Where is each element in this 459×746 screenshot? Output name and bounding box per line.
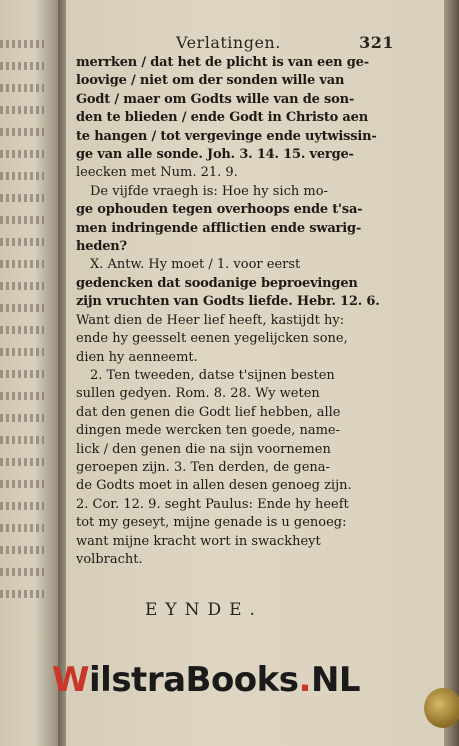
facing-text-line	[0, 392, 44, 400]
facing-text-line	[0, 106, 44, 114]
text-line: ge van alle sonde. Joh. 3. 14. 15. verge-	[76, 147, 354, 163]
running-header	[176, 33, 392, 55]
facing-text-line	[0, 524, 44, 532]
facing-text-line	[0, 304, 44, 312]
facing-text-line	[0, 150, 44, 158]
text-line: lick / den genen die na sijn voornemen	[76, 441, 331, 457]
body-text	[76, 54, 386, 569]
facing-text-line	[0, 172, 44, 180]
facing-text-line	[0, 590, 44, 598]
text-line: 2. Ten tweeden, datse t'sijnen besten	[90, 367, 335, 383]
text-line: merrken / dat het de plicht is van een ge-	[76, 55, 369, 70]
running-title: Verlatingen.	[176, 33, 281, 52]
text-line: De vijfde vraegh is: Hoe hy sich mo-	[90, 183, 328, 199]
text-line: want mijne kracht wort in swackheyt	[76, 533, 321, 549]
text-line: ende hy geesselt eenen yegelijcken sone,	[76, 331, 348, 347]
text-line: sullen gedyen. Rom. 8. 28. Wy weten	[76, 386, 320, 402]
text-line: dien hy aenneemt.	[76, 349, 198, 365]
facing-text-line	[0, 128, 44, 136]
facing-text-line	[0, 238, 44, 246]
facing-text-line	[0, 502, 44, 510]
facing-text-line	[0, 326, 44, 334]
watermark-dot: .	[298, 660, 311, 700]
text-line: tot my geseyt, mijne genade is u genoeg:	[76, 515, 347, 531]
text-line: geroepen zijn. 3. Ten derden, de gena-	[76, 459, 330, 475]
facing-text-line	[0, 568, 44, 576]
facing-text-line	[0, 414, 44, 422]
facing-text-line	[0, 260, 44, 268]
closing-word: EYNDE.	[145, 600, 263, 620]
text-line: dingen mede wercken ten goede, name-	[76, 423, 341, 439]
text-line: loovige / niet om der sonden wille van	[76, 73, 345, 89]
text-line: ge ophouden tegen overhoops ende t'sa-	[76, 202, 363, 218]
facing-text-line	[0, 458, 44, 466]
facing-text-line	[0, 216, 44, 224]
page-number: 321	[359, 33, 394, 52]
text-line: X. Antw. Hy moet / 1. voor eerst	[90, 257, 301, 273]
watermark-name: ilstraBooks	[89, 660, 299, 700]
facing-text-line	[0, 480, 44, 488]
facing-text-line	[0, 62, 44, 70]
brass-clasp	[424, 688, 459, 728]
facing-text-line	[0, 348, 44, 356]
facing-text-line	[0, 546, 44, 554]
text-line: men indringende afflictien ende swarig-	[76, 220, 362, 236]
text-line: dat den genen die Godt lief hebben, alle	[76, 404, 341, 420]
watermark-tld: NL	[310, 660, 361, 700]
text-line: den te blieden / ende Godt in Christo aen	[76, 110, 368, 126]
facing-text-line	[0, 84, 44, 92]
text-line: volbracht.	[76, 551, 143, 567]
facing-text-line	[0, 40, 44, 48]
text-line: de Godts moet in allen desen genoeg zijn.	[76, 478, 352, 494]
facing-page-edge	[0, 0, 62, 746]
facing-text-line	[0, 282, 44, 290]
text-line: zijn vruchten van Godts liefde. Hebr. 12. 6.	[76, 294, 380, 310]
text-line: te hangen / tot vergevinge ende uytwissin-	[76, 128, 377, 144]
text-line: Godt / maer om Godts wille van de son-	[76, 91, 355, 107]
watermark-initial: W	[52, 660, 90, 700]
text-line: gedencken dat soodanige beproevingen	[76, 275, 358, 291]
facing-text-line	[0, 370, 44, 378]
book-fore-edge	[444, 0, 459, 746]
watermark-logo	[52, 660, 412, 704]
facing-text-line	[0, 194, 44, 202]
text-line: Want dien de Heer lief heeft, kastijdt hy:	[76, 312, 345, 328]
text-line: 2. Cor. 12. 9. seght Paulus: Ende hy heeft	[76, 496, 349, 512]
facing-text-line	[0, 436, 44, 444]
text-line: heden?	[76, 239, 127, 255]
text-line: leecken met Num. 21. 9.	[76, 165, 238, 181]
